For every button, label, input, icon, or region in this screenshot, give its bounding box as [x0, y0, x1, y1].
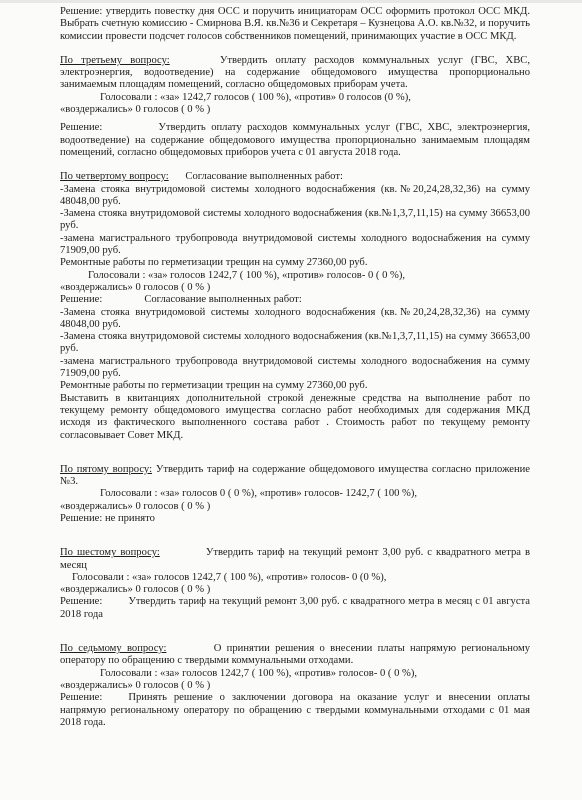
- question-4-item-1: -Замена стояка внутридомовой системы холодного водоснабжения (кв.№20,24,28,32,36) на сумму 48048,00 руб.: [60, 183, 530, 207]
- decision-label: Решение:: [60, 596, 103, 608]
- scan-edge: [0, 0, 582, 3]
- question-7-votes: Голосовали : «за» голосов 1242,7 ( 100 %), «против» голосов- 0 ( 0 %),: [100, 667, 418, 679]
- question-6-votes: Голосовали : «за» голосов 1242,7 ( 100 %), «против» голосов- 0 (0 %),: [72, 571, 387, 583]
- decision-text: Утвердить оплату расходов коммунальных услуг (ГВС, ХВС, электроэнергия, водоотведение) на содержание общедомового имущества пропорционально занимаемым площадям помещений, согласно общедомовых приборов учета с 01 августа 2018 года.: [60, 122, 530, 158]
- question-3-votes: Голосовали : «за» 1242,7 голосов ( 100 %), «против» 0 голосов (0 %),: [100, 91, 411, 103]
- question-3: [60, 55, 530, 92]
- question-6-abstained: «воздержались» 0 голосов ( 0 % ): [60, 584, 211, 596]
- question-7-text: О принятии решения о внесении платы напрямую региональному оператору по обращению с твердыми коммунальными отходами.: [60, 643, 530, 667]
- question-6-label: По шестому вопросу:: [60, 547, 160, 559]
- decision-text: Согласование выполненных работ:: [144, 294, 302, 306]
- question-3-text: Утвердить оплату расходов коммунальных услуг (ГВС, ХВС, электроэнергия, водоотведение) на содержание общедомового имущества пропорционально занимаемым площадям помещений, согласно общедомовых приборам учета.: [60, 54, 530, 91]
- question-4-decision-item-3: -замена магистрального трубопровода внутридомовой системы холодного водоснабжения на сумму 71909,00 руб.: [60, 355, 530, 380]
- question-4-decision-item-4: Ремонтные работы по герметизации трещин на сумму 27360,00 руб.: [60, 380, 368, 392]
- question-4-decision-item-2: -Замена стояка внутридомовой системы холодного водоснабжения (кв.№1,3,7,11,15) на сумму 36653,00 руб.: [60, 331, 530, 355]
- question-5-label: По пятому вопросу:: [60, 463, 153, 475]
- question-4-decision-item-1: -Замена стояка внутридомовой системы холодного водоснабжения (кв.№20,24,28,32,36) на сумму 48048,00 руб.: [60, 306, 530, 330]
- question-4-votes: Голосовали : «за» голосов 1242,7 ( 100 %), «против» голосов- 0 ( 0 %),: [88, 269, 406, 281]
- question-3-abstained: «воздержались» 0 голосов ( 0 % ): [60, 104, 211, 116]
- question-4: [60, 171, 530, 183]
- question-5-text: Утвердить тариф на содержание общедомового имущества согласно приложение №3.: [60, 463, 531, 488]
- question-4-decision-item-5: Выставить в квитанциях дополнительной строкой денежные средства на выполнение работ по текущему ремонту общедомового имущества согласно работ необходимых для содержания МКД исходя из фактического выполненного состава работ . Стоимость работ по текущему ремонту согласовывает Совет МКД.: [60, 392, 530, 441]
- question-6: [60, 547, 530, 572]
- question-4-label: По четвертому вопросу:: [60, 171, 169, 183]
- decision-paragraph-agenda: Решение: утвердить повестку дня ОСС и поручить инициаторам ОСС оформить протокол ОСС МКД. Выбрать счетную комиссию - Смирнова В.Я. кв.№36 и Секретаря – Кузнецова А.О. кв.№32, и поручить комиссии провести подсчет голосов собственников помещений, принимающих участие в ОСС МКД.: [60, 6, 530, 42]
- question-3-label: По третьему вопросу:: [60, 54, 170, 66]
- question-7: [60, 643, 530, 668]
- question-7-abstained: «воздержались» 0 голосов ( 0 % ): [60, 679, 211, 691]
- question-5-decision: Решение: не принято: [60, 512, 155, 524]
- question-5: [60, 464, 530, 489]
- question-4-item-2: -Замена стояка внутридомовой системы холодного водоснабжения (кв.№1,3,7,11,15) на сумму 36653,00 руб.: [60, 208, 530, 232]
- question-3-decision: [60, 122, 530, 159]
- question-5-votes: Голосовали : «за» голосов 0 ( 0 %), «против» голосов- 1242,7 ( 100 %),: [100, 488, 418, 500]
- decision-text: Принять решение о заключении договора на оказание услуг и внесении оплаты напрямую региональному оператору по обращению с твердыми коммунальными отходами с 01 мая 2018 года.: [60, 692, 530, 728]
- question-7-decision: [60, 692, 530, 729]
- decision-label: Решение:: [60, 122, 103, 134]
- question-6-text: Утвердить тариф на текущий ремонт 3,00 руб. с квадратного метра в месяц: [60, 547, 530, 571]
- decision-label: Решение:: [60, 692, 103, 704]
- question-4-decision: [60, 294, 530, 306]
- question-7-label: По седьмому вопросу:: [60, 643, 167, 655]
- question-4-item-3: -замена магистрального трубопровода внутридомовой системы холодного водоснабжения на сумму 71909,00 руб.: [60, 232, 530, 257]
- decision-text: Утвердить тариф на текущий ремонт 3,00 руб. с квадратного метра в месяц с 01 августа 2018 года: [60, 596, 530, 620]
- question-4-item-4: Ремонтные работы по герметизации трещин на сумму 27360,00 руб.: [60, 257, 368, 269]
- decision-label: Решение:: [60, 294, 103, 306]
- question-5-abstained: «воздержались» 0 голосов ( 0 % ): [60, 500, 211, 512]
- question-4-abstained: «воздержались» 0 голосов ( 0 % ): [60, 281, 211, 293]
- question-6-decision: [60, 596, 530, 621]
- question-4-text: Согласование выполненных работ:: [185, 171, 343, 183]
